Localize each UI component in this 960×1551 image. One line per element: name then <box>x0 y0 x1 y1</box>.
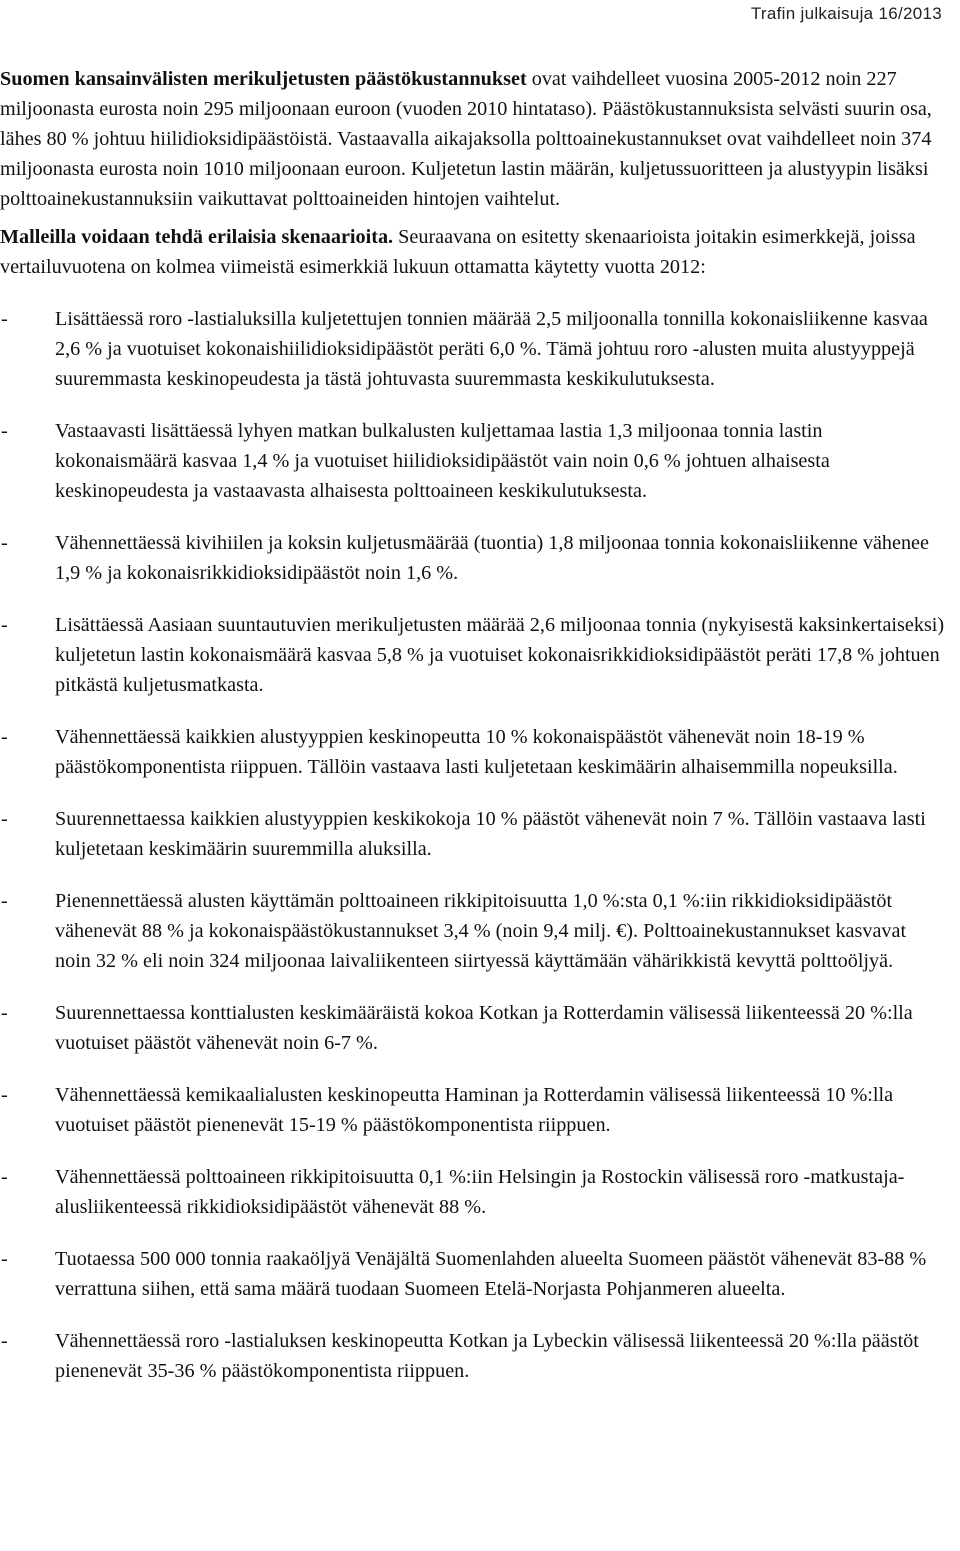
list-item <box>0 1244 946 1304</box>
list-item-text: Lisättäessä Aasiaan suuntautuvien merikuljetusten määrää 2,6 miljoonaa tonnia (nykyisestä kaksinkertaiseksi) kuljetetun lastin kokonaismäärä kasvaa 5,8 % ja vuotuiset kokonaisrikkidioksidipäästöt peräti 17,8 % johtuen pitkästä kuljetusmatkasta. <box>55 614 945 696</box>
scenario-list <box>0 304 946 1386</box>
list-item <box>0 304 946 394</box>
list-item-text: Vähennettäessä kaikkien alustyyppien keskinopeutta 10 % kokonaispäästöt vähenevät noin 18-19 % päästökomponentista riippuen. Tällöin vastaava lasti kuljetetaan keskimäärin alhaisemmilla nopeuksilla. <box>55 726 898 778</box>
list-item-text: Pienennettäessä alusten käyttämän polttoaineen rikkipitoisuutta 1,0 %:sta 0,1 %:iin rikkidioksidipäästöt vähenevät 88 % ja kokonaispäästökustannukset 3,4 % (noin 9,4 milj. €). Polttoainekustannukset kasvavat noin 32 % eli noin 324 miljoonaa laivaliikenteen siirtyessä käyttämään vähärikkistä kevyttä polttoöljyä. <box>55 890 907 972</box>
list-dash: - <box>1 808 8 830</box>
list-item <box>0 998 946 1058</box>
list-item <box>0 1326 946 1386</box>
list-item <box>0 610 946 700</box>
list-dash: - <box>1 890 8 912</box>
list-item-text: Tuotaessa 500 000 tonnia raakaöljyä Venäjältä Suomenlahden alueelta Suomeen päästöt vähenevät 83-88 % verrattuna siihen, että sama määrä tuodaan Suomeen Etelä-Norjasta Pohjanmeren alueelta. <box>55 1248 927 1300</box>
list-dash: - <box>1 1248 8 1270</box>
list-item <box>0 528 946 588</box>
list-item-text: Vastaavasti lisättäessä lyhyen matkan bulkalusten kuljettamaa lastia 1,3 miljoonaa tonnia lastin kokonaismäärä kasvaa 1,4 % ja vuotuiset hiilidioksidipäästöt vain noin 0,6 % johtuen alhaisesta keskinopeudesta ja vastaavasta alhaisesta polttoaineen keskikulutuksesta. <box>55 420 830 502</box>
list-item-text: Vähennettäessä kemikaalialusten keskinopeutta Haminan ja Rotterdamin välisessä liikenteessä 10 %:lla vuotuiset päästöt pienenevät 15-19 % päästökomponentista riippuen. <box>55 1084 894 1136</box>
list-dash: - <box>1 308 8 330</box>
list-item <box>0 1162 946 1222</box>
list-dash: - <box>1 1330 8 1352</box>
list-item-text: Lisättäessä roro -lastialuksilla kuljetettujen tonnien määrää 2,5 miljoonalla tonnilla kokonaisliikenne kasvaa 2,6 % ja vuotuiset kokonaishiilidioksidipäästöt peräti 6,0 %. Tämä johtuu roro -alusten muita alustyyppejä suuremmasta keskinopeudesta ja tästä johtuvasta suuremmasta keskikulutuksesta. <box>55 308 928 390</box>
list-dash: - <box>1 614 8 636</box>
scenarios-bold-lead: Malleilla voidaan tehdä erilaisia skenaarioita. <box>0 226 394 248</box>
list-item-text: Vähennettäessä roro -lastialuksen keskinopeutta Kotkan ja Lybeckin välisessä liikenteessä 20 %:lla päästöt pienenevät 35-36 % päästökomponentista riippuen. <box>55 1330 919 1382</box>
list-item-text: Vähennettäessä kivihiilen ja koksin kuljetusmäärää (tuontia) 1,8 miljoonaa tonnia kokonaisliikenne vähenee 1,9 % ja kokonaisrikkidioksidipäästöt noin 1,6 %. <box>55 532 929 584</box>
list-item <box>0 416 946 506</box>
list-dash: - <box>1 1166 8 1188</box>
list-dash: - <box>1 1002 8 1024</box>
list-item <box>0 722 946 782</box>
document-body <box>0 64 946 1408</box>
intro-bold-lead: Suomen kansainvälisten merikuljetusten päästökustannukset <box>0 68 527 90</box>
intro-paragraph <box>0 64 946 214</box>
list-item-text: Suurennettaessa kaikkien alustyyppien keskikokoja 10 % päästöt vähenevät noin 7 %. Tällöin vastaava lasti kuljetetaan keskimäärin suuremmilla aluksilla. <box>55 808 926 860</box>
list-item-text: Suurennettaessa konttialusten keskimääräistä kokoa Kotkan ja Rotterdamin välisessä liikenteessä 20 %:lla vuotuiset päästöt vähenevät noin 6-7 %. <box>55 1002 913 1054</box>
list-item <box>0 1080 946 1140</box>
list-item <box>0 886 946 976</box>
scenarios-paragraph <box>0 222 946 282</box>
intro-text: ovat vaihdelleet vuosina 2005-2012 noin 227 miljoonasta eurosta noin 295 miljoonaan euroon (vuoden 2010 hintataso). Päästökustannuksista selvästi suurin osa, lähes 80 % johtuu hiilidioksidipäästöistä. Vastaavalla aikajaksolla polttoainekustannukset ovat vaihdelleet noin 374 miljoonasta eurosta noin 1010 miljoonaan euroon. Kuljetetun lastin määrän, kuljetussuoritteen ja alustyypin lisäksi polttoainekustannuksiin vaikuttavat polttoaineiden hintojen vaihtelut. <box>0 68 932 210</box>
list-dash: - <box>1 1084 8 1106</box>
list-dash: - <box>1 532 8 554</box>
list-item-text: Vähennettäessä polttoaineen rikkipitoisuutta 0,1 %:iin Helsingin ja Rostockin välisessä roro -matkustaja-alusliikenteessä rikkidioksidipäästöt vähenevät 88 %. <box>55 1166 905 1218</box>
page-header: Trafin julkaisuja 16/2013 <box>750 4 942 23</box>
list-dash: - <box>1 420 8 442</box>
list-dash: - <box>1 726 8 748</box>
list-item <box>0 804 946 864</box>
scenarios-text: Seuraavana on esitetty skenaarioista joitakin esimerkkejä, joissa vertailuvuotena on kolmea viimeistä esimerkkiä lukuun ottamatta käytetty vuotta 2012: <box>0 226 916 278</box>
